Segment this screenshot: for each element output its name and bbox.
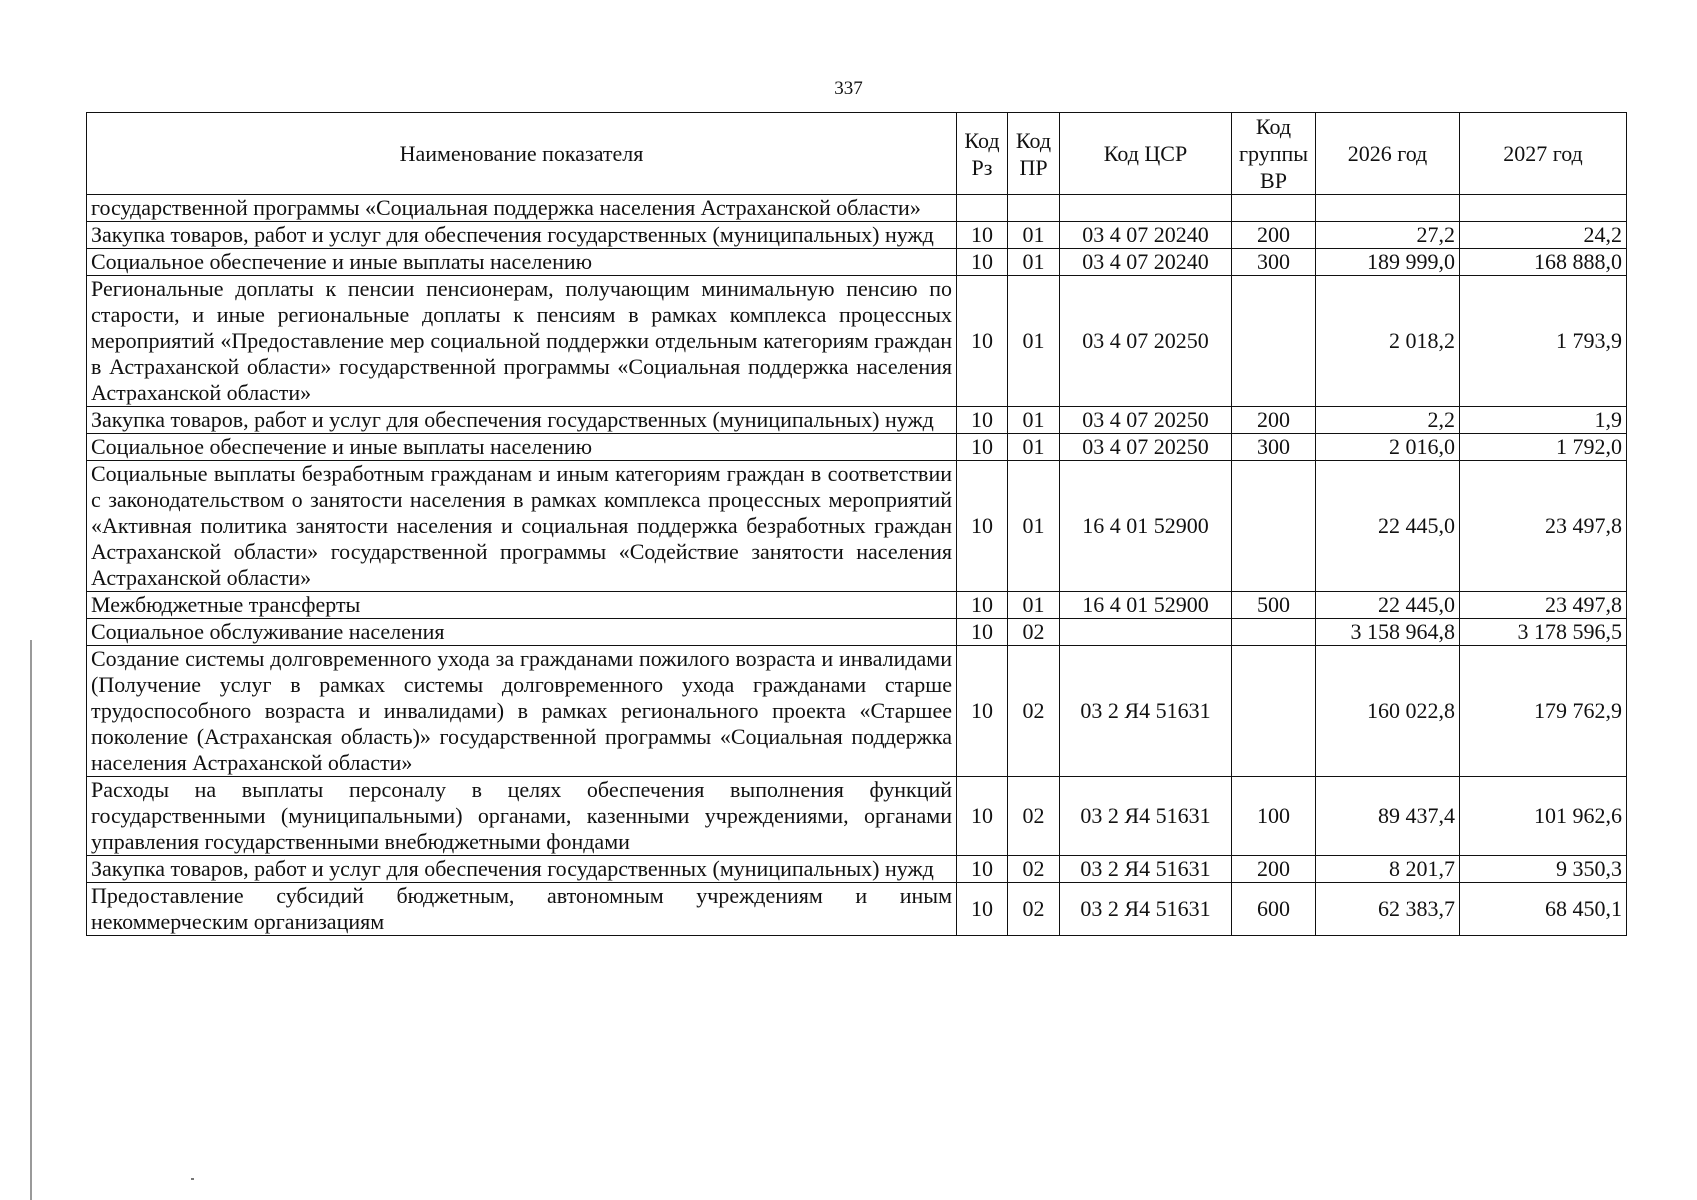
cell-rz: 10 <box>957 276 1008 407</box>
table-body <box>87 195 1627 936</box>
cell-2026: 22 445,0 <box>1316 461 1460 592</box>
cell-2027: 101 962,6 <box>1460 777 1627 856</box>
table-row <box>87 461 1627 592</box>
cell-name: Создание системы долговременного ухода за гражданами пожилого возраста и инвалидами (Получение услуг в рамках системы долговременного ухода гражданами старше трудоспособного возраста и инвалидами) в рамках регионального проекта «Старшее поколение (Астраханская область)» государственной программы «Социальная поддержка населения Астраханской области» <box>87 646 957 777</box>
table-row <box>87 407 1627 434</box>
table-row <box>87 222 1627 249</box>
cell-pr: 01 <box>1008 434 1060 461</box>
cell-vr <box>1232 276 1316 407</box>
table-header-row <box>87 113 1627 195</box>
table-row <box>87 646 1627 777</box>
cell-rz: 10 <box>957 646 1008 777</box>
cell-rz: 10 <box>957 249 1008 276</box>
cell-vr: 600 <box>1232 883 1316 936</box>
cell-name: Социальное обеспечение и иные выплаты населению <box>87 434 957 461</box>
cell-rz: 10 <box>957 407 1008 434</box>
cell-vr <box>1232 619 1316 646</box>
page-number: 337 <box>834 78 863 99</box>
cell-csr: 03 4 07 20250 <box>1060 407 1232 434</box>
cell-csr: 03 4 07 20250 <box>1060 276 1232 407</box>
cell-name: Предоставление субсидий бюджетным, автономным учреждениям и иным некоммерческим организациям <box>87 883 957 936</box>
table-row <box>87 249 1627 276</box>
header-pr: Код ПР <box>1008 113 1060 195</box>
cell-2026: 2 016,0 <box>1316 434 1460 461</box>
cell-vr: 300 <box>1232 249 1316 276</box>
cell-name: Закупка товаров, работ и услуг для обеспечения государственных (муниципальных) нужд <box>87 407 957 434</box>
cell-csr: 03 4 07 20240 <box>1060 249 1232 276</box>
header-vr: Код группы ВР <box>1232 113 1316 195</box>
table-row <box>87 592 1627 619</box>
header-rz: Код Рз <box>957 113 1008 195</box>
cell-2026: 2 018,2 <box>1316 276 1460 407</box>
cell-2026: 8 201,7 <box>1316 856 1460 883</box>
cell-name: Социальные выплаты безработным гражданам и иным категориям граждан в соответствии с законодательством о занятости населения в рамках комплекса процессных мероприятий «Активная политика занятости населения и социальная поддержка безработных граждан Астраханской области» государственной программы «Содействие занятости населения Астраханской области» <box>87 461 957 592</box>
cell-csr: 03 4 07 20240 <box>1060 222 1232 249</box>
cell-csr: 16 4 01 52900 <box>1060 592 1232 619</box>
cell-pr: 01 <box>1008 407 1060 434</box>
cell-2026: 27,2 <box>1316 222 1460 249</box>
cell-name: Закупка товаров, работ и услуг для обеспечения государственных (муниципальных) нужд <box>87 856 957 883</box>
cell-2026: 2,2 <box>1316 407 1460 434</box>
scan-speck <box>191 1178 194 1180</box>
cell-2026 <box>1316 195 1460 222</box>
cell-vr <box>1232 195 1316 222</box>
cell-pr: 02 <box>1008 883 1060 936</box>
header-2027: 2027 год <box>1460 113 1627 195</box>
cell-pr: 02 <box>1008 646 1060 777</box>
cell-pr: 01 <box>1008 592 1060 619</box>
cell-2027: 1 792,0 <box>1460 434 1627 461</box>
cell-2026: 89 437,4 <box>1316 777 1460 856</box>
table-row <box>87 619 1627 646</box>
cell-2027: 23 497,8 <box>1460 592 1627 619</box>
cell-2026: 189 999,0 <box>1316 249 1460 276</box>
cell-rz: 10 <box>957 856 1008 883</box>
cell-name: Закупка товаров, работ и услуг для обеспечения государственных (муниципальных) нужд <box>87 222 957 249</box>
cell-rz: 10 <box>957 592 1008 619</box>
header-name: Наименование показателя <box>87 113 957 195</box>
table-row <box>87 434 1627 461</box>
cell-rz: 10 <box>957 222 1008 249</box>
cell-csr: 03 2 Я4 51631 <box>1060 777 1232 856</box>
cell-csr: 03 2 Я4 51631 <box>1060 856 1232 883</box>
cell-pr: 01 <box>1008 249 1060 276</box>
cell-2026: 160 022,8 <box>1316 646 1460 777</box>
cell-vr: 300 <box>1232 434 1316 461</box>
cell-2027: 68 450,1 <box>1460 883 1627 936</box>
cell-csr: 16 4 01 52900 <box>1060 461 1232 592</box>
table-row <box>87 276 1627 407</box>
cell-rz <box>957 195 1008 222</box>
cell-pr <box>1008 195 1060 222</box>
cell-rz: 10 <box>957 461 1008 592</box>
cell-pr: 02 <box>1008 856 1060 883</box>
cell-2027: 23 497,8 <box>1460 461 1627 592</box>
cell-vr: 100 <box>1232 777 1316 856</box>
cell-name: Межбюджетные трансферты <box>87 592 957 619</box>
cell-pr: 02 <box>1008 619 1060 646</box>
cell-rz: 10 <box>957 434 1008 461</box>
cell-vr: 200 <box>1232 856 1316 883</box>
cell-rz: 10 <box>957 883 1008 936</box>
cell-2027: 168 888,0 <box>1460 249 1627 276</box>
cell-vr <box>1232 646 1316 777</box>
cell-2027: 1,9 <box>1460 407 1627 434</box>
cell-vr: 500 <box>1232 592 1316 619</box>
cell-2026: 3 158 964,8 <box>1316 619 1460 646</box>
cell-pr: 02 <box>1008 777 1060 856</box>
cell-2027: 1 793,9 <box>1460 276 1627 407</box>
cell-name: государственной программы «Социальная поддержка населения Астраханской области» <box>87 195 957 222</box>
cell-csr: 03 2 Я4 51631 <box>1060 646 1232 777</box>
cell-name: Региональные доплаты к пенсии пенсионерам, получающим минимальную пенсию по старости, и иные региональные доплаты к пенсиям в рамках комплекса процессных мероприятий «Предоставление мер социальной поддержки отдельным категориям граждан в Астраханской области» государственной программы «Социальная поддержка населения Астраханской области» <box>87 276 957 407</box>
cell-name: Социальное обеспечение и иные выплаты населению <box>87 249 957 276</box>
cell-csr: 03 2 Я4 51631 <box>1060 883 1232 936</box>
cell-name: Расходы на выплаты персоналу в целях обеспечения выполнения функций государственными (муниципальными) органами, казенными учреждениями, органами управления государственными внебюджетными фондами <box>87 777 957 856</box>
table-row <box>87 883 1627 936</box>
cell-pr: 01 <box>1008 222 1060 249</box>
cell-vr <box>1232 461 1316 592</box>
scan-margin-line <box>30 640 32 1200</box>
cell-csr <box>1060 195 1232 222</box>
cell-2026: 22 445,0 <box>1316 592 1460 619</box>
cell-2026: 62 383,7 <box>1316 883 1460 936</box>
cell-2027: 179 762,9 <box>1460 646 1627 777</box>
budget-table <box>86 112 1627 936</box>
header-csr: Код ЦСР <box>1060 113 1232 195</box>
cell-rz: 10 <box>957 619 1008 646</box>
table-row <box>87 195 1627 222</box>
cell-2027: 3 178 596,5 <box>1460 619 1627 646</box>
table-row <box>87 856 1627 883</box>
cell-2027 <box>1460 195 1627 222</box>
cell-csr <box>1060 619 1232 646</box>
cell-2027: 24,2 <box>1460 222 1627 249</box>
cell-pr: 01 <box>1008 276 1060 407</box>
cell-vr: 200 <box>1232 222 1316 249</box>
table-row <box>87 777 1627 856</box>
header-2026: 2026 год <box>1316 113 1460 195</box>
cell-name: Социальное обслуживание населения <box>87 619 957 646</box>
cell-pr: 01 <box>1008 461 1060 592</box>
cell-csr: 03 4 07 20250 <box>1060 434 1232 461</box>
cell-rz: 10 <box>957 777 1008 856</box>
cell-vr: 200 <box>1232 407 1316 434</box>
cell-2027: 9 350,3 <box>1460 856 1627 883</box>
